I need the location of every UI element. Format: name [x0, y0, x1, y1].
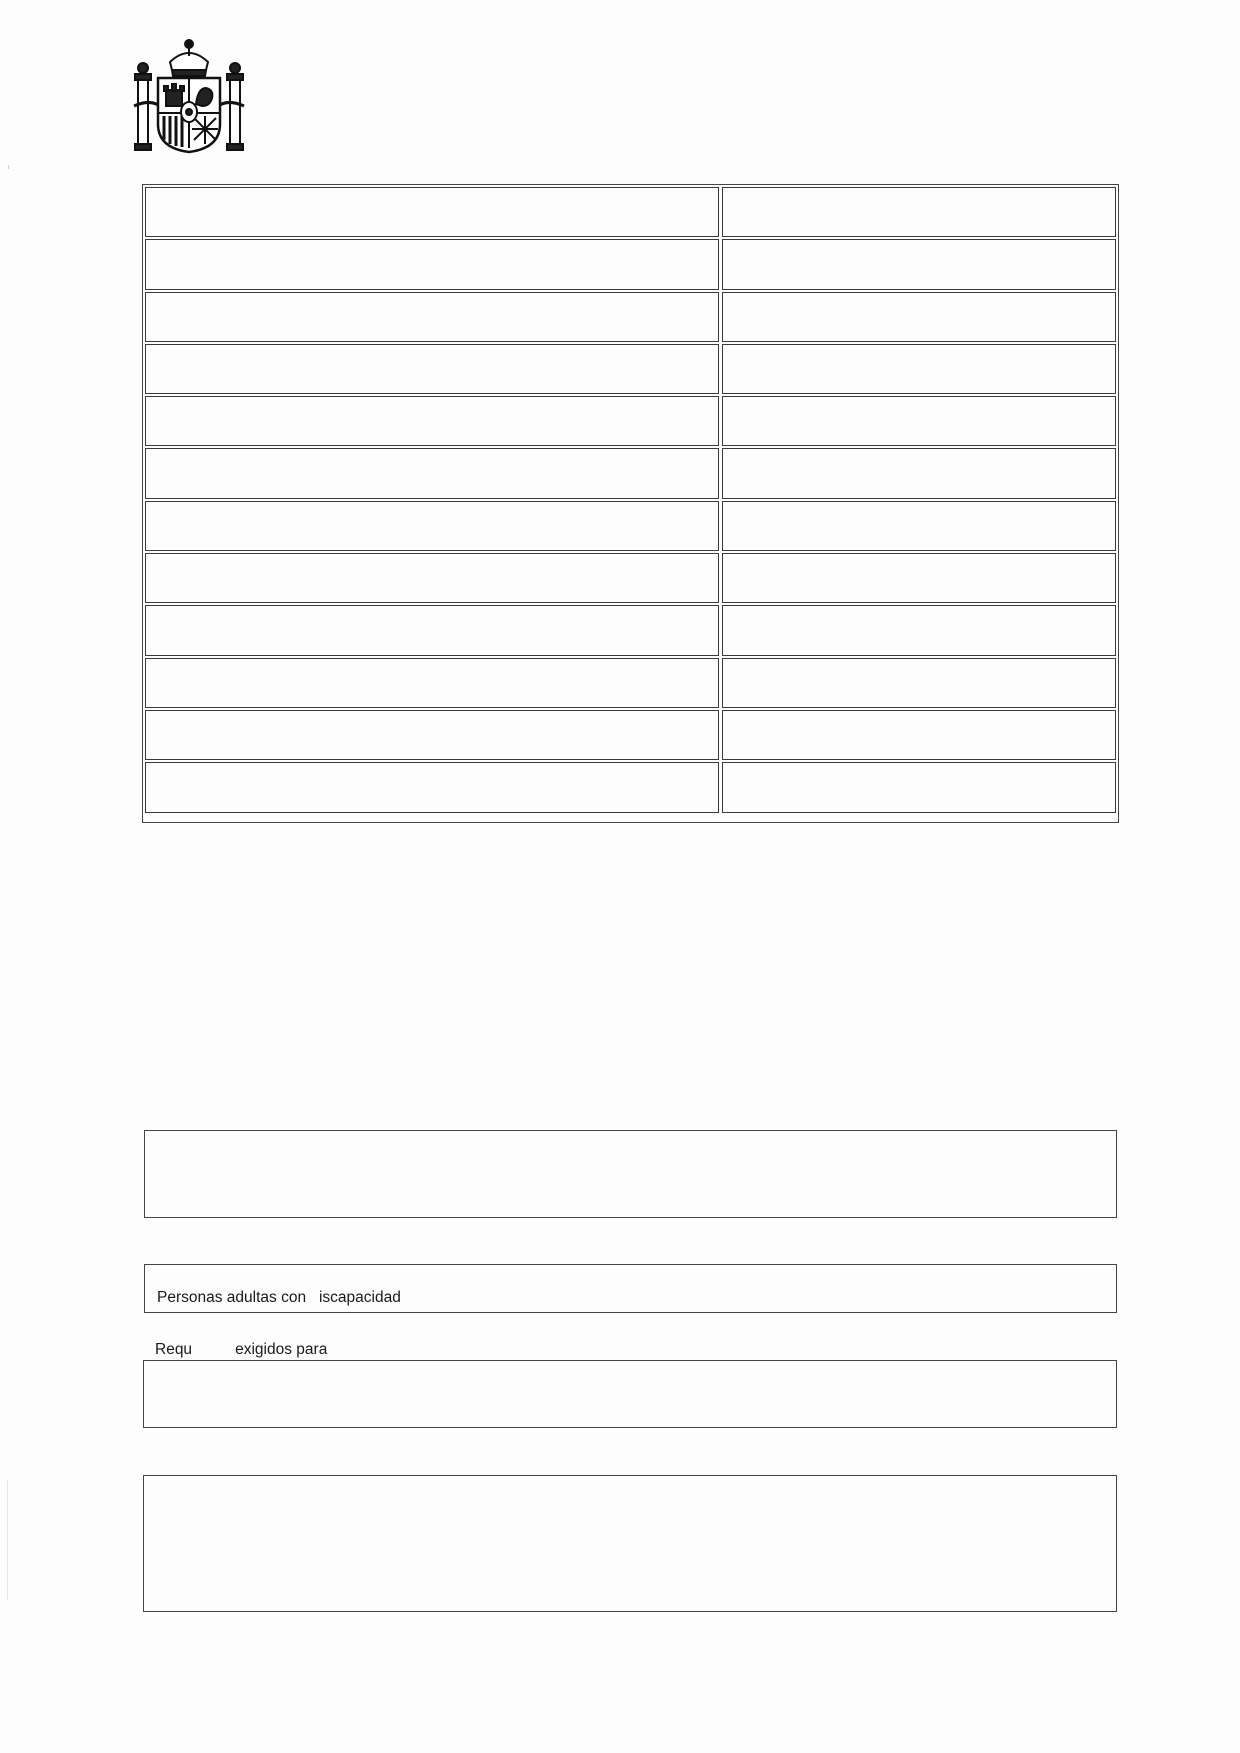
- margin-mark: [8, 165, 9, 169]
- form-box-1: [144, 1130, 1117, 1218]
- table-label-cell: [145, 710, 719, 760]
- table-label-cell: [145, 344, 719, 394]
- form-table-grid: [145, 187, 1116, 820]
- table-value-cell: [722, 448, 1116, 498]
- margin-mark: [7, 1480, 8, 1600]
- table-value-cell: [722, 396, 1116, 446]
- form-table: [142, 184, 1119, 823]
- coat-of-arms-logo: [132, 36, 246, 158]
- table-label-cell: [145, 605, 719, 655]
- table-label-cell: [145, 292, 719, 342]
- beneficiaries-text: Personas adultas con iscapacidad: [157, 1289, 401, 1306]
- table-value-cell: [722, 762, 1116, 812]
- table-label-cell: [145, 658, 719, 708]
- table-label-cell: [145, 187, 719, 237]
- requirements-label: Requ exigidos para: [155, 1341, 328, 1358]
- table-label-cell: [145, 553, 719, 603]
- form-box-requirements: [143, 1360, 1117, 1428]
- table-value-cell: [722, 187, 1116, 237]
- table-label-cell: [145, 396, 719, 446]
- form-box-beneficiaries: [144, 1264, 1117, 1313]
- table-value-cell: [722, 344, 1116, 394]
- table-label-cell: [145, 448, 719, 498]
- table-value-cell: [722, 292, 1116, 342]
- table-value-cell: [722, 710, 1116, 760]
- form-box-4: [143, 1475, 1117, 1612]
- table-value-cell: [722, 501, 1116, 551]
- table-value-cell: [722, 658, 1116, 708]
- table-label-cell: [145, 762, 719, 812]
- table-value-cell: [722, 605, 1116, 655]
- table-label-cell: [145, 501, 719, 551]
- table-value-cell: [722, 553, 1116, 603]
- table-value-cell: [722, 239, 1116, 289]
- table-label-cell: [145, 239, 719, 289]
